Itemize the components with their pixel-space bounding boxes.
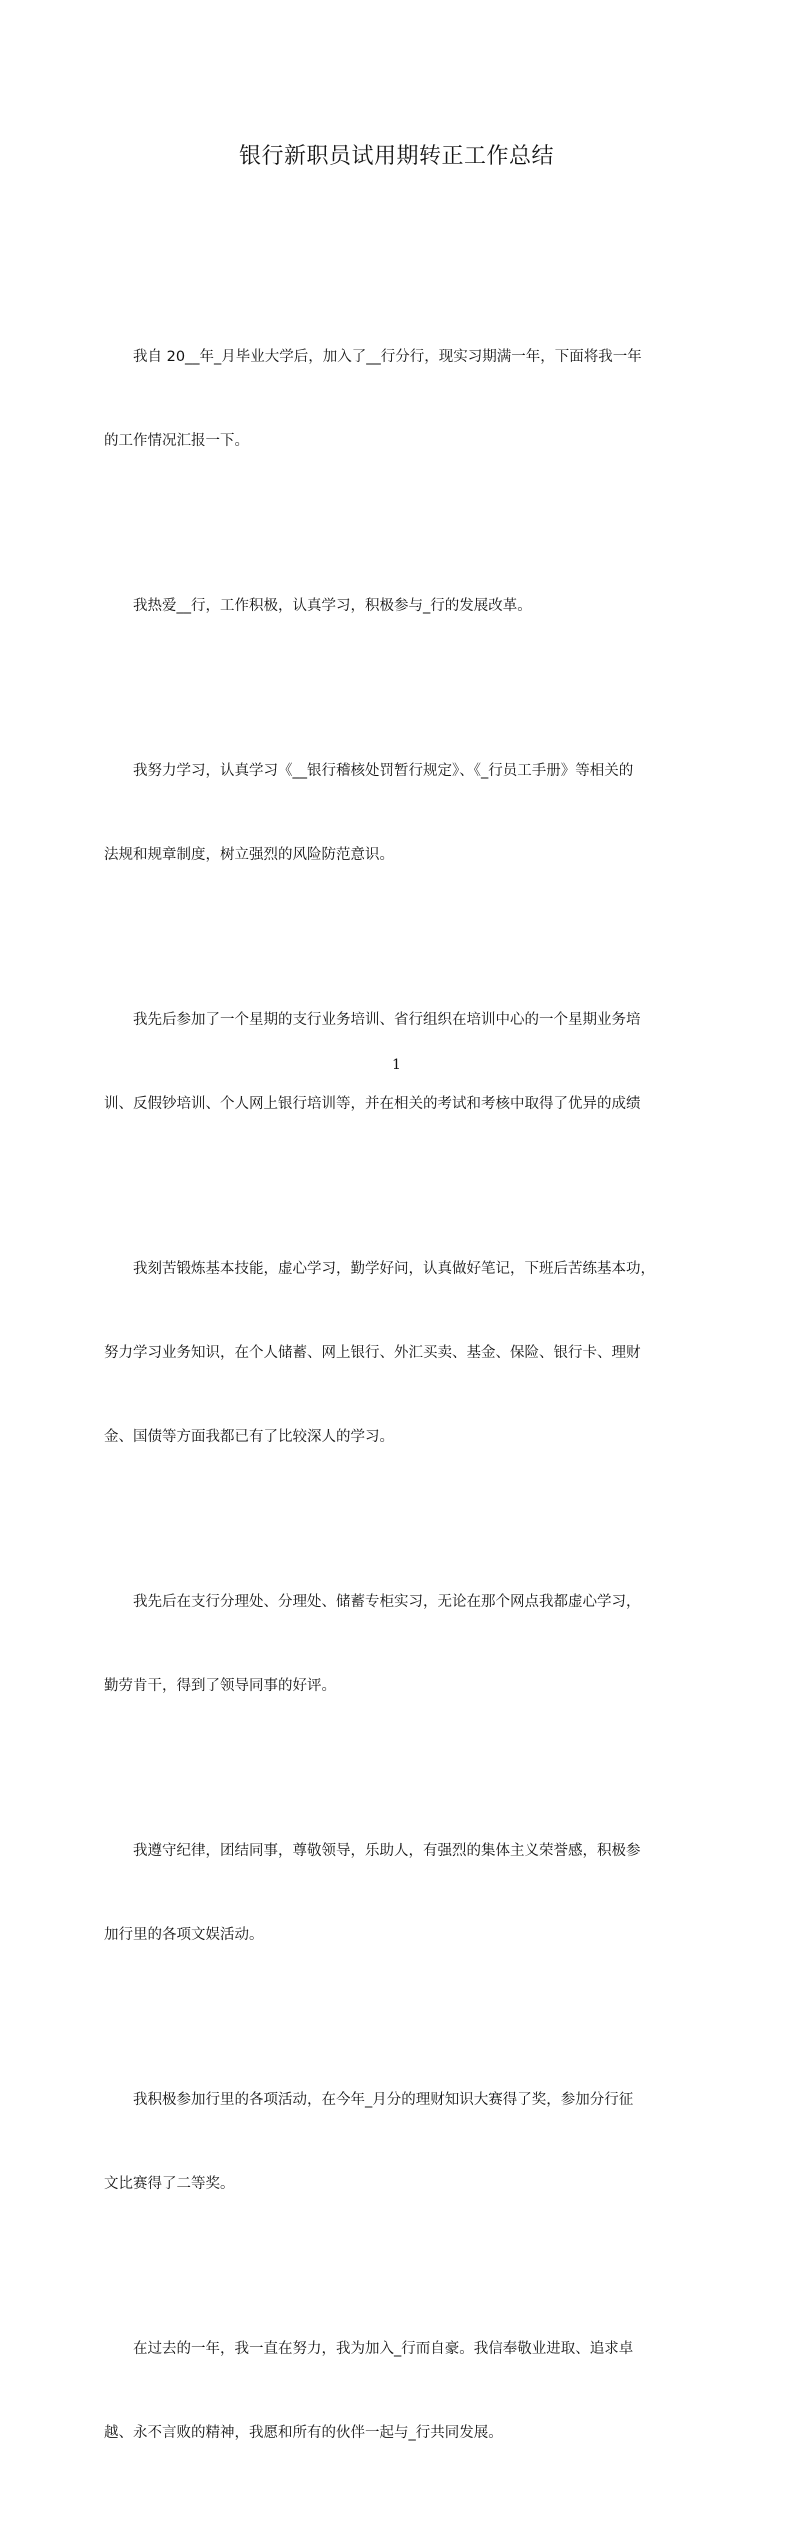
paragraph-line: 我遵守纪律，团结同事，尊敬领导，乐助人，有强烈的集体主义荣誉感，积极参 [104, 1843, 641, 1859]
paragraph-line: 越、永不言败的精神，我愿和所有的伙伴一起与_行共同发展。 [104, 2425, 503, 2441]
page-number: 1 [392, 1057, 401, 1073]
paragraph-line: 我先后参加了一个星期的支行业务培训、省行组织在培训中心的一个星期业务培 [104, 1012, 641, 1028]
paragraph-line: 加行里的各项文娱活动。 [104, 1927, 264, 1943]
paragraph-line: 训、反假钞培训、个人网上银行培训等，并在相关的考试和考核中取得了优异的成绩 [104, 1096, 641, 1112]
paragraph-study-regulations [104, 701, 704, 925]
document-body [104, 287, 704, 2528]
paragraph-line: 我积极参加行里的各项活动，在今年_月分的理财知识大赛得了奖，参加分行征 [104, 2092, 634, 2108]
paragraph-line: 我努力学习，认真学习《__银行稽核处罚暂行规定》、《_行员工手册》等相关的 [104, 763, 634, 779]
paragraph-line: 的工作情况汇报一下。 [104, 433, 249, 449]
paragraph-line: 我自 20__年_月毕业大学后，加入了__行分行，现实习期满一年，下面将我一年 [104, 349, 642, 365]
paragraph-line: 法规和规章制度，树立强烈的风险防范意识。 [104, 847, 394, 863]
paragraph-line: 金、国债等方面我都已有了比较深人的学习。 [104, 1429, 394, 1445]
paragraph-skills [104, 1199, 704, 1507]
paragraph-line: 我热爱__行，工作积极，认真学习，积极参与_行的发展改革。 [104, 598, 532, 614]
paragraph-activities [104, 2030, 704, 2254]
paragraph-internship [104, 1532, 704, 1756]
paragraph-line: 在过去的一年，我一直在努力，我为加入_行而自豪。我信奉敬业进取、追求卓 [104, 2341, 634, 2357]
paragraph-line: 努力学习业务知识，在个人储蓄、网上银行、外汇买卖、基金、保险、银行卡、理财 [104, 1345, 641, 1361]
paragraph-line: 文比赛得了二等奖。 [104, 2176, 235, 2192]
paragraph-line: 我先后在支行分理处、分理处、储蓄专柜实习，无论在那个网点我都虚心学习， [104, 1594, 641, 1610]
paragraph-line: 勤劳肯干，得到了领导同事的好评。 [104, 1678, 336, 1694]
document-title: 银行新职员试用期转正工作总结 [238, 144, 554, 169]
paragraph-conclusion [104, 2279, 704, 2503]
paragraph-discipline [104, 1781, 704, 2005]
paragraph-intro [104, 287, 704, 511]
paragraph-love-bank [104, 536, 704, 676]
paragraph-line: 我刻苦锻炼基本技能，虚心学习，勤学好问，认真做好笔记，下班后苦练基本功， [104, 1261, 655, 1277]
